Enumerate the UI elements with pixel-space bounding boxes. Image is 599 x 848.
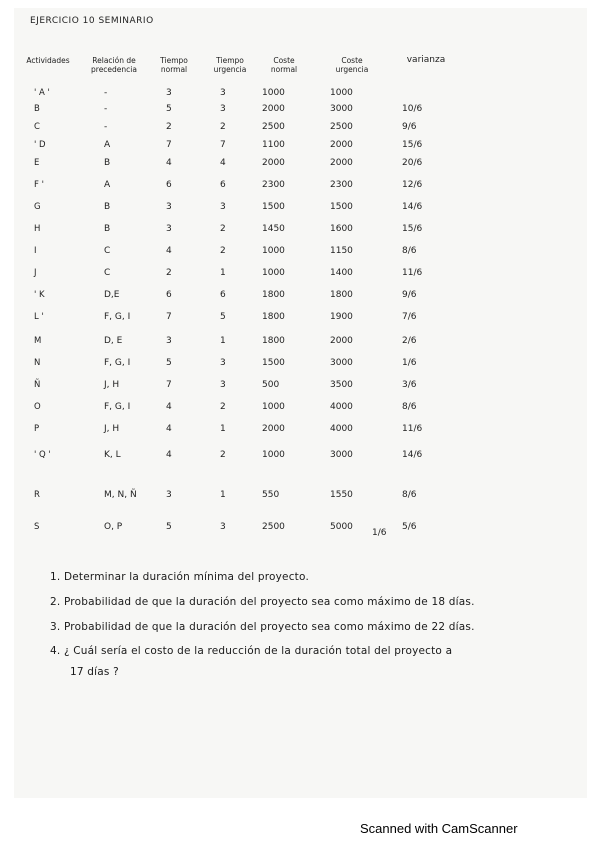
row-coste-normal: 500 [262, 380, 280, 390]
row-coste-normal: 2300 [262, 180, 285, 190]
header-coste-normal: Coste normal [270, 56, 298, 74]
row-precedence: B [104, 202, 111, 212]
row-precedence: - [104, 88, 108, 98]
header-tiempo-normal: Tiempo normal [160, 56, 188, 74]
row-coste-normal: 1000 [262, 88, 285, 98]
row-activity: O [34, 402, 41, 412]
row-tiempo-urgencia: 2 [220, 224, 226, 234]
row-varianza: 3/6 [402, 380, 417, 390]
row-activity: N [34, 358, 41, 368]
row-tiempo-urgencia: 2 [220, 122, 226, 132]
row-tiempo-urgencia: 3 [220, 358, 226, 368]
row-varianza: 11/6 [402, 268, 423, 278]
row-tiempo-normal: 4 [166, 246, 172, 256]
row-coste-normal: 1800 [262, 290, 285, 300]
header-tiempo-urgencia: Tiempo urgencia [213, 56, 247, 74]
row-precedence: - [104, 122, 108, 132]
row-tiempo-normal: 7 [166, 380, 172, 390]
row-tiempo-normal: 3 [166, 202, 172, 212]
row-tiempo-urgencia: 1 [220, 424, 226, 434]
row-coste-normal: 2500 [262, 522, 285, 532]
row-coste-normal: 1000 [262, 402, 285, 412]
row-tiempo-normal: 2 [166, 122, 172, 132]
row-varianza: 9/6 [402, 122, 417, 132]
row-activity: F ' [34, 180, 44, 190]
row-tiempo-normal: 2 [166, 268, 172, 278]
row-varianza: 7/6 [402, 312, 417, 322]
row-activity: E [34, 158, 40, 168]
row-precedence: J, H [104, 424, 120, 434]
row-coste-urgencia: 2300 [330, 180, 353, 190]
row-coste-normal: 2000 [262, 158, 285, 168]
row-varianza: 14/6 [402, 202, 423, 212]
row-coste-normal: 1450 [262, 224, 285, 234]
row-coste-urgencia: 1150 [330, 246, 353, 256]
row-varianza: 20/6 [402, 158, 423, 168]
row-varianza: 8/6 [402, 246, 417, 256]
row-activity: ' Q ' [34, 450, 51, 460]
row-precedence: C [104, 268, 111, 278]
row-activity: G [34, 202, 41, 212]
row-activity: ' A ' [34, 88, 50, 98]
row-activity: L ' [34, 312, 44, 322]
row-activity: I [34, 246, 37, 256]
row-coste-normal: 1100 [262, 140, 285, 150]
row-tiempo-urgencia: 3 [220, 380, 226, 390]
row-varianza: 12/6 [402, 180, 423, 190]
row-tiempo-urgencia: 7 [220, 140, 226, 150]
row-tiempo-normal: 6 [166, 180, 172, 190]
row-tiempo-normal: 5 [166, 522, 172, 532]
row-precedence: B [104, 158, 111, 168]
row-varianza: 1/6 [402, 358, 417, 368]
row-coste-urgencia: 5000 [330, 522, 353, 532]
row-tiempo-normal: 5 [166, 104, 172, 114]
row-tiempo-urgencia: 1 [220, 336, 226, 346]
row-coste-normal: 1000 [262, 450, 285, 460]
row-coste-normal: 2500 [262, 122, 285, 132]
row-tiempo-normal: 4 [166, 450, 172, 460]
scanned-page [14, 8, 587, 798]
row-tiempo-normal: 4 [166, 158, 172, 168]
row-varianza: 5/6 [402, 522, 417, 532]
row-activity: R [34, 490, 40, 500]
row-tiempo-normal: 5 [166, 358, 172, 368]
row-coste-urgencia: 1800 [330, 290, 353, 300]
row-tiempo-normal: 3 [166, 88, 172, 98]
row-coste-urgencia: 3500 [330, 380, 353, 390]
row-coste-normal: 1000 [262, 246, 285, 256]
row-tiempo-urgencia: 2 [220, 246, 226, 256]
row-precedence: A [104, 180, 111, 190]
row-coste-urgencia: 3000 [330, 358, 353, 368]
row-coste-normal: 1500 [262, 358, 285, 368]
row-tiempo-normal: 3 [166, 336, 172, 346]
row-activity: H [34, 224, 41, 234]
row-varianza: 8/6 [402, 490, 417, 500]
row-coste-urgencia: 3000 [330, 450, 353, 460]
row-coste-urgencia: 2000 [330, 158, 353, 168]
header-relacion: Relación de precedencia [91, 56, 137, 74]
row-tiempo-urgencia: 6 [220, 180, 226, 190]
exercise-title: EJERCICIO 10 SEMINARIO [30, 16, 154, 26]
row-tiempo-urgencia: 1 [220, 268, 226, 278]
row-varianza: 11/6 [402, 424, 423, 434]
row-precedence: D, E [104, 336, 123, 346]
row-precedence: B [104, 224, 111, 234]
row-tiempo-normal: 7 [166, 312, 172, 322]
row-precedence: A [104, 140, 111, 150]
row-coste-urgencia: 1600 [330, 224, 353, 234]
row-activity: J [34, 268, 37, 278]
row-tiempo-urgencia: 3 [220, 88, 226, 98]
row-coste-normal: 2000 [262, 104, 285, 114]
row-tiempo-urgencia: 6 [220, 290, 226, 300]
row-activity: C [34, 122, 40, 132]
row-coste-urgencia: 1550 [330, 490, 353, 500]
row-coste-urgencia: 2000 [330, 140, 353, 150]
row-precedence: J, H [104, 380, 120, 390]
header-coste-urgencia: Coste urgencia [335, 56, 369, 74]
row-tiempo-urgencia: 1 [220, 490, 226, 500]
question-4-continued: 17 días ? [70, 666, 119, 678]
row-precedence: F, G, I [104, 312, 131, 322]
row-precedence: K, L [104, 450, 121, 460]
row-tiempo-normal: 4 [166, 402, 172, 412]
row-activity: ' D [34, 140, 46, 150]
row-precedence: F, G, I [104, 358, 131, 368]
row-coste-urgencia: 2500 [330, 122, 353, 132]
row-activity: B [34, 104, 40, 114]
row-activity: P [34, 424, 40, 434]
row-coste-urgencia: 1400 [330, 268, 353, 278]
scanner-watermark: Scanned with CamScanner [360, 821, 518, 836]
row-activity: S [34, 522, 40, 532]
row-coste-normal: 1800 [262, 336, 285, 346]
row-tiempo-normal: 3 [166, 490, 172, 500]
row-tiempo-urgencia: 2 [220, 402, 226, 412]
row-coste-normal: 1500 [262, 202, 285, 212]
row-varianza: 10/6 [402, 104, 423, 114]
row-tiempo-urgencia: 5 [220, 312, 226, 322]
row-varianza: 2/6 [402, 336, 417, 346]
row-varianza: 15/6 [402, 140, 423, 150]
row-tiempo-urgencia: 2 [220, 450, 226, 460]
row-precedence: C [104, 246, 111, 256]
row-tiempo-urgencia: 4 [220, 158, 226, 168]
row-precedence: O, P [104, 522, 123, 532]
row-coste-urgencia: 4000 [330, 402, 353, 412]
row-tiempo-urgencia: 3 [220, 104, 226, 114]
row-varianza: 15/6 [402, 224, 423, 234]
question-2: 2. Probabilidad de que la duración del proyecto sea como máximo de 18 días. [50, 596, 475, 608]
row-coste-urgencia: 4000 [330, 424, 353, 434]
row-coste-urgencia: 3000 [330, 104, 353, 114]
row-varianza: 8/6 [402, 402, 417, 412]
row-varianza: 9/6 [402, 290, 417, 300]
row-tiempo-normal: 4 [166, 424, 172, 434]
row-coste-urgencia: 1900 [330, 312, 353, 322]
row-precedence: F, G, I [104, 402, 131, 412]
row-coste-normal: 1000 [262, 268, 285, 278]
row-activity: M [34, 336, 42, 346]
question-4: 4. ¿ Cuál sería el costo de la reducción de la duración total del proyecto a [50, 645, 453, 657]
header-actividades: Actividades [26, 56, 70, 65]
row-coste-normal: 550 [262, 490, 280, 500]
row-coste-urgencia: 2000 [330, 336, 353, 346]
row-precedence: D,E [104, 290, 120, 300]
row-activity: Ñ [34, 380, 41, 390]
header-varianza: varianza [406, 55, 446, 65]
question-3: 3. Probabilidad de que la duración del proyecto sea como máximo de 22 días. [50, 621, 475, 633]
row-tiempo-normal: 6 [166, 290, 172, 300]
question-1: 1. Determinar la duración mínima del proyecto. [50, 571, 309, 583]
row-precedence: M, N, Ñ [104, 490, 137, 500]
row-coste-normal: 2000 [262, 424, 285, 434]
row-tiempo-urgencia: 3 [220, 202, 226, 212]
row-varianza: 14/6 [402, 450, 423, 460]
row-activity: ' K [34, 290, 45, 300]
row-precedence: - [104, 104, 108, 114]
row-coste-normal: 1800 [262, 312, 285, 322]
row-tiempo-normal: 3 [166, 224, 172, 234]
row-coste-urgencia: 1000 [330, 88, 353, 98]
variance-extra: 1/6 [372, 528, 387, 538]
row-tiempo-normal: 7 [166, 140, 172, 150]
row-tiempo-urgencia: 3 [220, 522, 226, 532]
row-coste-urgencia: 1500 [330, 202, 353, 212]
